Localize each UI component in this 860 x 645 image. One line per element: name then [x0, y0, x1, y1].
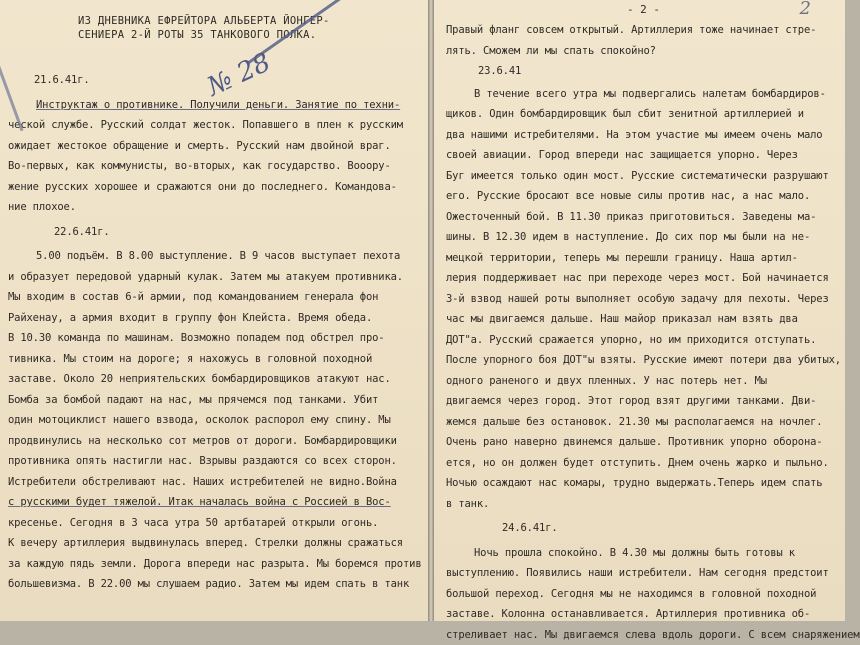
text-line: ческой службе. Русский солдат жесток. Попавшего в плен к русским: [8, 115, 422, 136]
document-title-line-2: СЕНИЕРА 2-Й РОТЫ 35 ТАНКОВОГО ПОЛКА.: [8, 28, 422, 42]
text-line: выступлению. Появились наши истребители. Нам сегодня предстоит: [446, 563, 841, 584]
text-line: одного раненого и двух пленных. У нас потерь нет. Мы: [446, 371, 841, 392]
text-line: мецкой территории, теперь мы перешли границу. Наша артил-: [446, 248, 841, 269]
text-line: в танк.: [446, 494, 841, 515]
text-line: один мотоциклист нашего взвода, осколок распорол ему спину. Мы: [8, 410, 422, 431]
text-line: Правый фланг совсем открытый. Артиллерия тоже начинает стре-: [446, 20, 841, 41]
text-line: лерия поддерживает нас при переходе через мост. Бой начинается: [446, 268, 841, 289]
text-line: жемся дальше без остановок. 21.30 мы располагаемся на ночлег.: [446, 412, 841, 433]
text-line: ется, но он должен будет отступить. Днем очень жарко и пыльно.: [446, 453, 841, 474]
text-line: щиков. Один бомбардировщик был сбит зенитной артиллерией и: [446, 104, 841, 125]
text-line: противника опять настигли нас. Взрывы раздаются со всех сторон.: [8, 451, 422, 472]
text-line: за каждую пядь земли. Дорога впереди нас разрыта. Мы боремся против: [8, 554, 422, 575]
text-line: своей авиации. Город впереди нас защищается упорно. Через: [446, 145, 841, 166]
page-number: - 2 -: [446, 0, 841, 20]
text-line: двигаемся через город. Этот город взят другими танками. Дви-: [446, 391, 841, 412]
left-page: [0, 0, 428, 621]
entry-date: 24.6.41г.: [446, 518, 841, 539]
text-line: продвинулись на несколько сот метров от дороги. Бомбардировщики: [8, 431, 422, 452]
text-line: Истребители обстреливают нас. Наших истребителей не видно.Война: [8, 472, 422, 493]
text-line: ДОТ"а. Русский сражается упорно, но им приходится отступать.: [446, 330, 841, 351]
text-line: жение русских хорошее и сражаются они до последнего. Командова-: [8, 177, 422, 198]
text-line: Во-первых, как коммунисты, во-вторых, как государство. Вооору-: [8, 156, 422, 177]
handwritten-corner-mark: 2: [800, 0, 811, 19]
text-line: В 10.30 команда по машинам. Возможно попадем под обстрел про-: [8, 328, 422, 349]
text-line: кресенье. Сегодня в 3 часа утра 50 артбатарей открыли огонь.: [8, 513, 422, 534]
text-line: заставе. Колонна останавливается. Артиллерия противника об-: [446, 604, 841, 625]
text-line: с русскими будет тяжелой. Итак началась война с Россией в Вос-: [8, 492, 422, 513]
text-line: шины. В 12.30 идем в наступление. До сих пор мы были на не-: [446, 227, 841, 248]
text-line: Ночью осаждают нас комары, трудно выдержать.Теперь идем спать: [446, 473, 841, 494]
document-title-line-1: ИЗ ДНЕВНИКА ЕФРЕЙТОРА АЛЬБЕРТА ЙОНГЕР-: [8, 14, 422, 28]
text-line: В течение всего утра мы подвергались налетам бомбардиров-: [446, 84, 841, 105]
text-line: Мы входим в состав 6-й армии, под командованием генерала фон: [8, 287, 422, 308]
text-line: большевизма. В 22.00 мы слушаем радио. Затем мы идем спать в танк: [8, 574, 422, 595]
text-line: и образует передовой ударный кулак. Затем мы атакуем противника.: [8, 267, 422, 288]
text-line: час мы двигаемся дальше. Наш майор приказал нам взять два: [446, 309, 841, 330]
text-line: большой переход. Сегодня мы не находимся в головной походной: [446, 584, 841, 605]
text-line: тивника. Мы стоим на дороге; я нахожусь в головной походной: [8, 349, 422, 370]
text-line: заставе. Около 20 неприятельских бомбардировщиков атакуют нас.: [8, 369, 422, 390]
text-line: ние плохое.: [8, 197, 422, 218]
text-line: Ночь прошла спокойно. В 4.30 мы должны быть готовы к: [446, 543, 841, 564]
text-line: 5.00 подъём. В 8.00 выступление. В 9 часов выступает пехота: [8, 246, 422, 267]
right-page: [434, 0, 845, 621]
text-line: 3-й взвод нашей роты выполняет особую задачу для пехоты. Через: [446, 289, 841, 310]
text-line: Очень рано наверно двинемся дальше. Противник упорно оборона-: [446, 432, 841, 453]
text-line: Инструктаж о противнике. Получили деньги. Занятие по техни-: [8, 95, 422, 116]
text-line: После упорного боя ДОТ"ы взяты. Русские имеют потери два убитых,: [446, 350, 841, 371]
text-line: ожидает жестокое обращение и смерть. Русский нам двойной враг.: [8, 136, 422, 157]
text-line: стреливает нас. Мы двигаемся слева вдоль дороги. С всем снаряжением: [446, 625, 841, 645]
text-line: Райхенау, а армия входит в группу фон Клейста. Время обеда.: [8, 308, 422, 329]
text-line: его. Русские бросают все новые силы против нас, а нас мало.: [446, 186, 841, 207]
handwritten-archive-number: № 28: [203, 47, 275, 102]
entry-date: 22.6.41г.: [8, 222, 422, 243]
text-line: К вечеру артиллерия выдвинулась вперед. Стрелки должны сражаться: [8, 533, 422, 554]
entry-date: 23.6.41: [446, 61, 841, 82]
text-line: два нашими истребителями. На этом участие мы имеем очень мало: [446, 125, 841, 146]
text-line: лять. Сможем ли мы спать спокойно?: [446, 41, 841, 62]
text-line: Ожесточенный бой. В 11.30 приказ приготовиться. Заведены ма-: [446, 207, 841, 228]
text-line: Бомба за бомбой падают на нас, мы прячемся под танками. Убит: [8, 390, 422, 411]
text-line: Буг имеется только один мост. Русские систематически разрушают: [446, 166, 841, 187]
entry-date: 21.6.41г.: [8, 70, 422, 91]
